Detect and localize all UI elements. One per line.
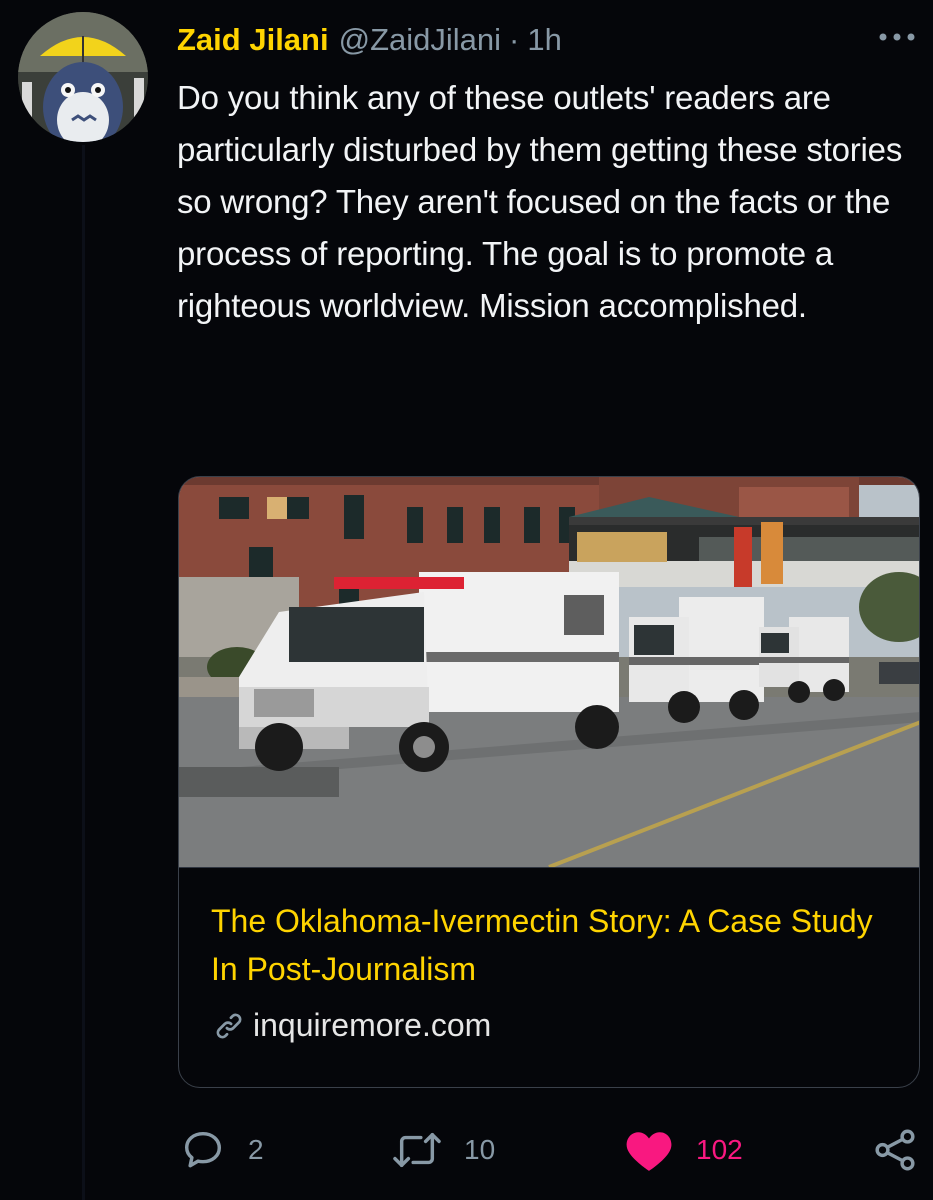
avatar[interactable] bbox=[18, 12, 148, 142]
reply-count: 2 bbox=[248, 1134, 264, 1165]
link-card[interactable] bbox=[178, 476, 920, 1088]
action-bar bbox=[180, 1120, 920, 1180]
heart-icon bbox=[624, 1127, 674, 1173]
more-icon bbox=[877, 32, 917, 42]
author-handle[interactable]: @ZaidJilani bbox=[338, 22, 502, 57]
retweet-count: 10 bbox=[464, 1134, 496, 1165]
reply-icon bbox=[180, 1127, 226, 1173]
card-image bbox=[179, 477, 920, 867]
card-divider bbox=[179, 867, 920, 868]
reply-button[interactable] bbox=[180, 1120, 264, 1180]
tweet-time[interactable]: 1h bbox=[527, 22, 562, 57]
thread-line bbox=[82, 145, 85, 1200]
link-icon bbox=[211, 1008, 247, 1044]
more-button[interactable] bbox=[875, 22, 919, 52]
share-icon bbox=[872, 1127, 918, 1173]
like-count: 102 bbox=[696, 1134, 743, 1165]
tweet-text: Do you think any of these outlets' readers are particularly disturbed by them getting these stories so wrong? They aren't focused on the facts or the process of reporting. The goal is to promote a righteous worldview. Mission accomplished. bbox=[177, 79, 903, 324]
retweet-icon bbox=[392, 1127, 442, 1173]
retweet-button[interactable] bbox=[392, 1120, 495, 1180]
tweet-header bbox=[177, 18, 913, 62]
card-domain[interactable] bbox=[211, 1007, 491, 1044]
share-button[interactable] bbox=[872, 1120, 918, 1180]
author-display-name[interactable]: Zaid Jilani bbox=[177, 22, 329, 57]
card-title[interactable]: The Oklahoma-Ivermectin Story: A Case Study In Post-Journalism bbox=[211, 903, 873, 987]
separator-dot: · bbox=[509, 22, 520, 57]
like-button[interactable] bbox=[624, 1120, 743, 1180]
card-domain-text: inquiremore.com bbox=[253, 1007, 492, 1043]
